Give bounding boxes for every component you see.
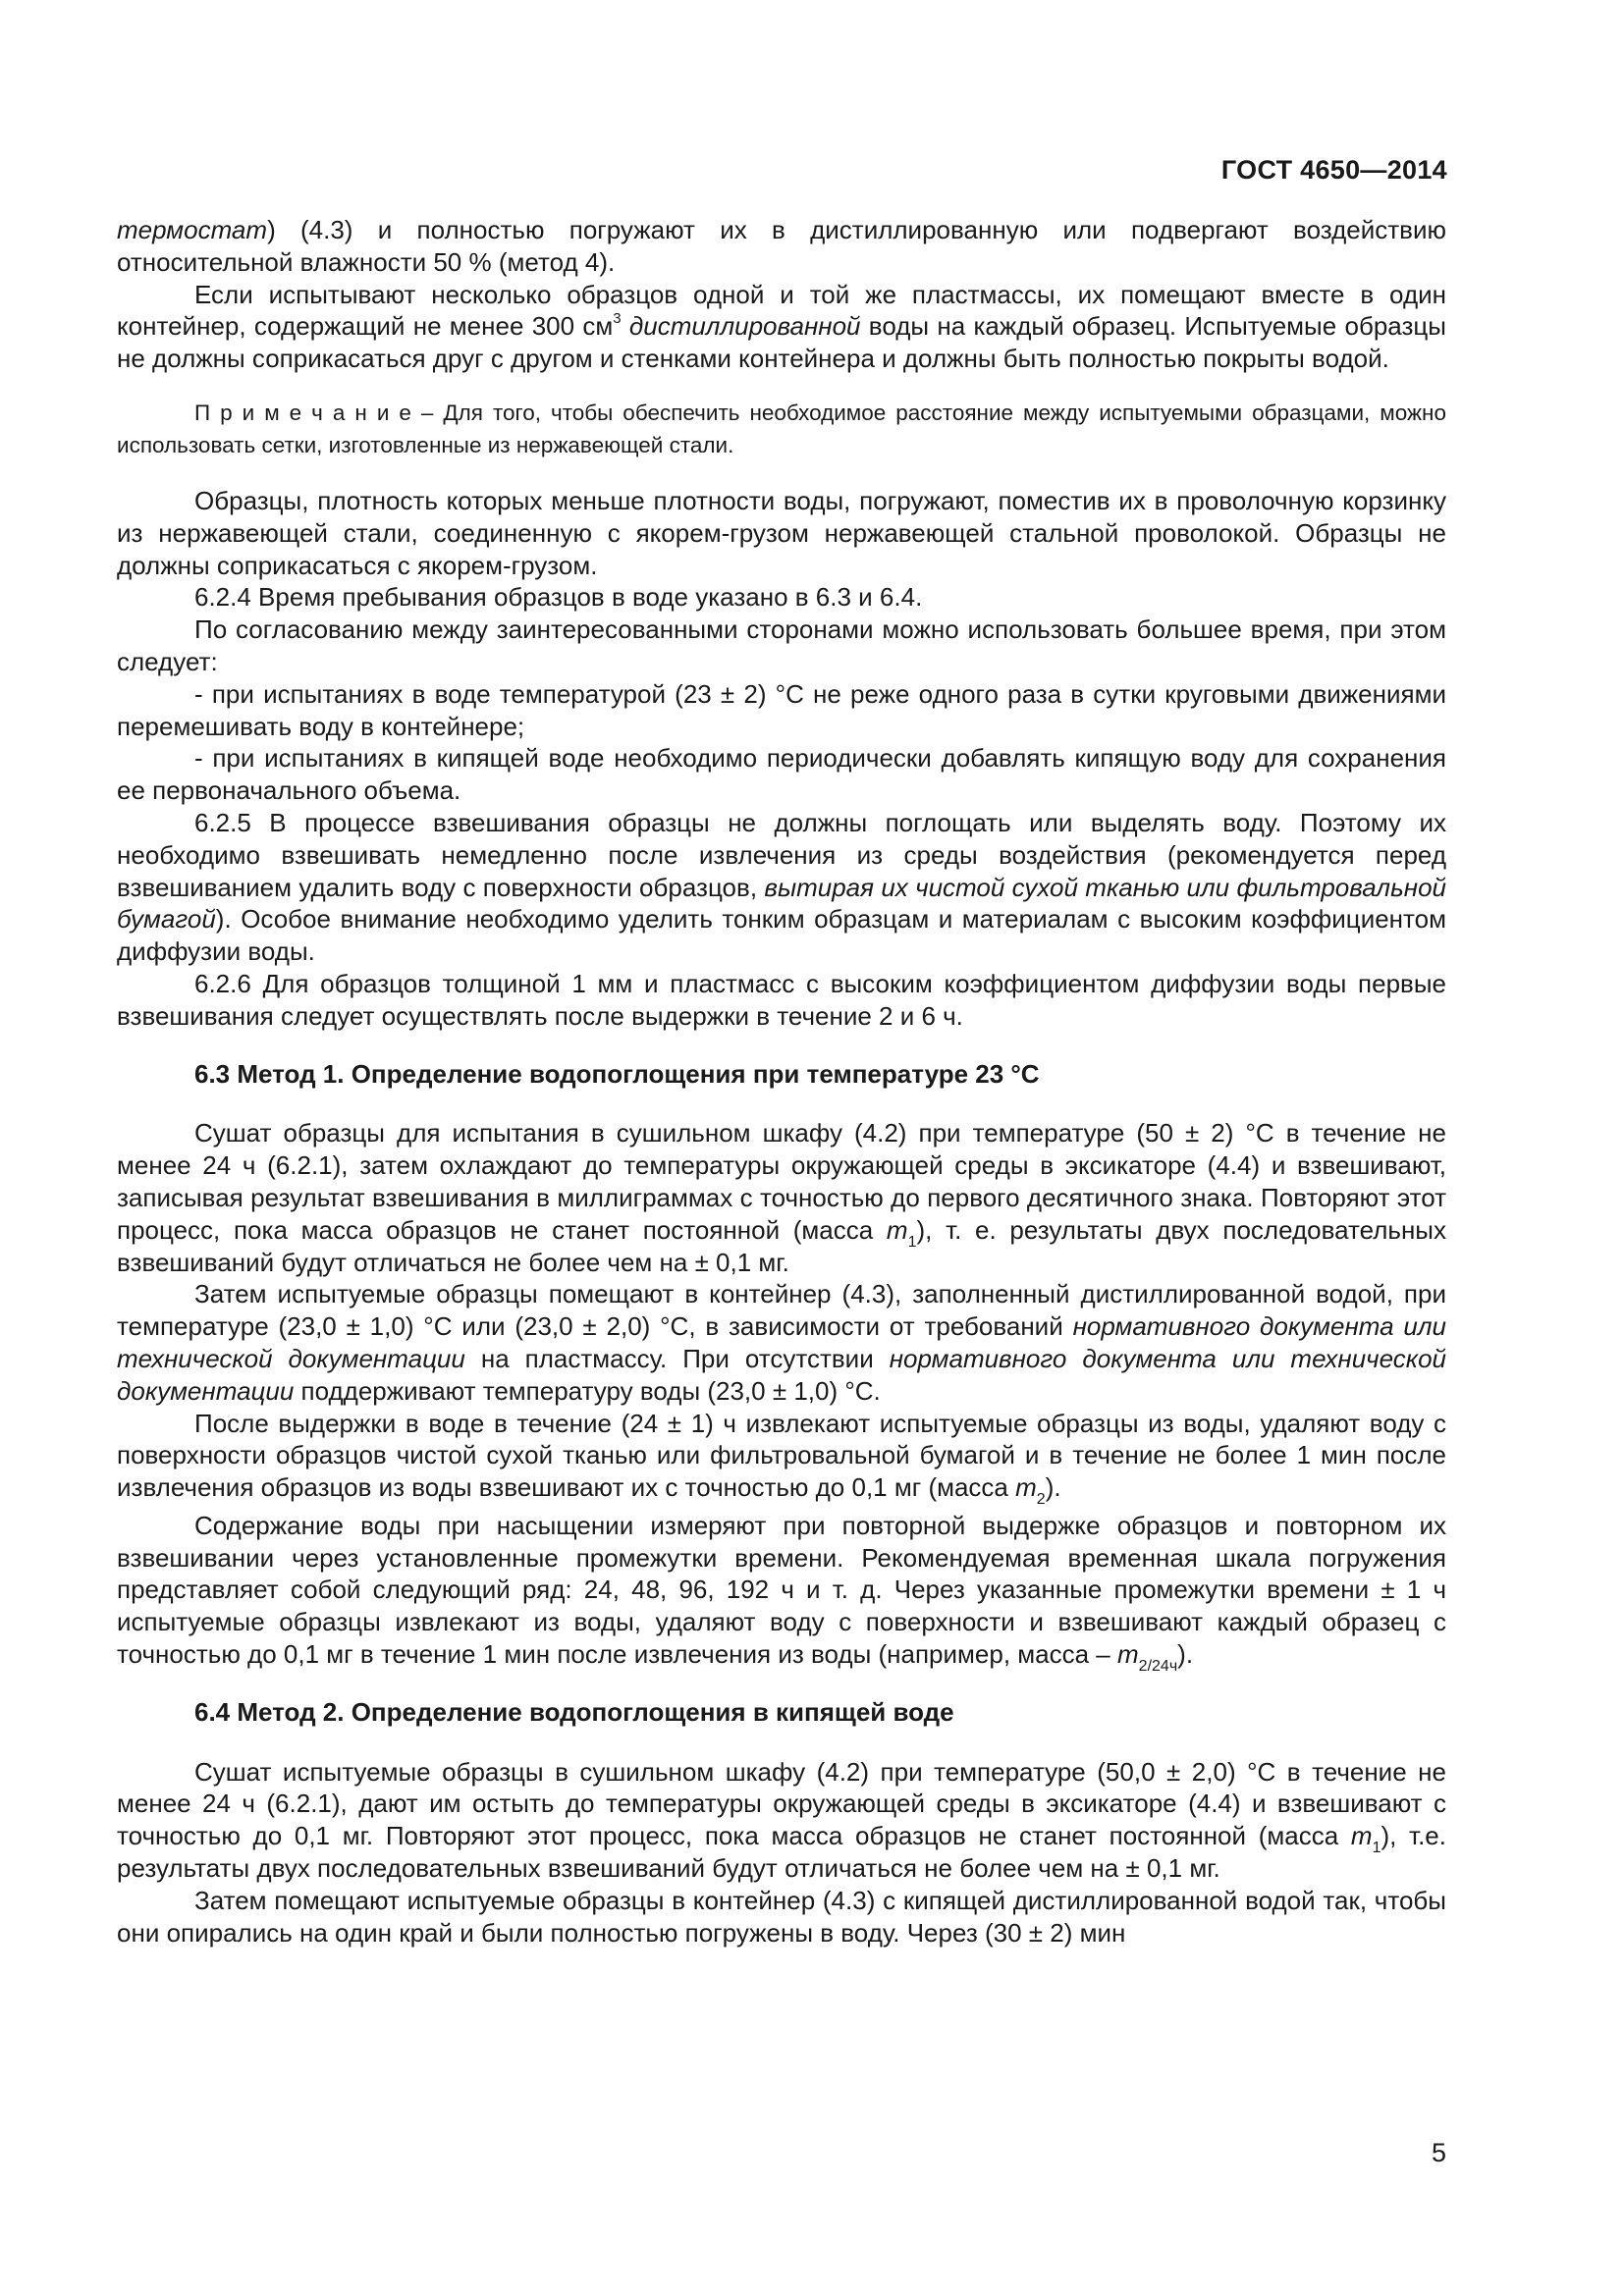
page-number: 5: [1431, 2138, 1446, 2167]
paragraph: Образцы, плотность которых меньше плотности воды, погружают, поместив их в проволочную корзинку из нержавеющей стали, соединенную с якорем-грузом нержавеющей стальной проволокой. Образцы не должны соприкасаться с якорем-грузом.: [117, 485, 1446, 580]
paragraph: Затем испытуемые образцы помещают в контейнер (4.3), заполненный дистиллированной водой, при температуре (23,0 ± 1,0) °С или (23,0 ± 2,0) °С, в зависимости от требований нормативного документа или технической документации на пластмассу. При отсутствии нормативного документа или технической документации поддерживают температуру воды (23,0 ± 1,0) °С.: [117, 1279, 1446, 1406]
paragraph: После выдержки в воде в течение (24 ± 1) ч извлекают испытуемые образцы из воды, удаляют воду с поверхности образцов чистой сухой тканью или фильтровальной бумагой и в течение не более 1 мин после извлечения образцов из воды взвешивают их с точностью до 0,1 мг (масса $m_2$).: [117, 1408, 1446, 1509]
paragraph: Сушат образцы для испытания в сушильном шкафу (4.2) при температуре (50 ± 2) °С в течение не менее 24 ч (6.2.1), затем охлаждают до температуры окружающей среды в эксикаторе (4.4) и взвешивают, записывая результат взвешивания в миллиграммах с точностью до первого десятичного знака. Повторяют этот процесс, пока масса образцов не станет постоянной (масса $m_1$), т. е. результаты двух последовательных взвешиваний будут отличаться не более чем на ± 0,1 мг.: [117, 1118, 1446, 1277]
paragraph: По согласованию между заинтересованными сторонами можно использовать большее время, при этом следует:: [117, 614, 1446, 676]
note: П р и м е ч а н и е – Для того, чтобы обеспечить необходимое расстояние между испытуемыми образцами, можно использовать сетки, изготовленные из нержавеющей стали.: [117, 400, 1446, 457]
list-item: - при испытаниях в кипящей воде необходимо периодически добавлять кипящую воду для сохранения ее первоначального объема.: [117, 743, 1446, 806]
paragraph: 6.2.5 В процессе взвешивания образцы не должны поглощать или выделять воду. Поэтому их необходимо взвешивать немедленно после извлечения из среды воздействия (рекомендуется перед взвешиванием удалить воду с поверхности образцов, вытирая их чистой сухой тканью или фильтровальной бумагой). Особое внимание необходимо уделить тонким образцам и материалам с высоким коэффициентом диффузии воды.: [117, 807, 1446, 967]
section-heading-6-3: 6.3 Метод 1. Определение водопоглощения при температуре 23 °С: [194, 1058, 1040, 1089]
document-body: [117, 214, 1446, 1949]
section-heading-6-4: 6.4 Метод 2. Определение водопоглощения в кипящей воде: [194, 1696, 954, 1727]
paragraph: Затем помещают испытуемые образцы в контейнер (4.3) с кипящей дистиллированной водой так, чтобы они опирались на один край и были полностью погружены в воду. Через (30 ± 2) мин: [117, 1885, 1446, 1948]
paragraph: термостат) (4.3) и полностью погружают их в дистиллированную или подвергают воздействию относительной влажности 50 % (метод 4).: [117, 215, 1446, 277]
paragraph: Сушат испытуемые образцы в сушильном шкафу (4.2) при температуре (50,0 ± 2,0) °С в течение не менее 24 ч (6.2.1), дают им остыть до температуры окружающей среды в эксикаторе (4.4) и взвешивают с точностью до 0,1 мг. Повторяют этот процесс, пока масса образцов не станет постоянной (масса $m_1$), т.е. результаты двух последовательных взвешиваний будут отличаться не более чем на ± 0,1 мг.: [117, 1756, 1446, 1884]
paragraph: 6.2.4 Время пребывания образцов в воде указано в 6.3 и 6.4.: [194, 582, 923, 613]
document-header: ГОСТ 4650—2014: [1220, 155, 1447, 185]
paragraph: Содержание воды при насыщении измеряют при повторной выдержке образцов и повторном их взвешивании через установленные промежутки времени. Рекомендуемая временная шкала погружения представляет собой следующий ряд: 24, 48, 96, 192 ч и т. д. Через указанные промежутки времени ± 1 ч испытуемые образцы извлекают из воды, удаляют воду с поверхности и взвешивают каждый образец с точностью до 0,1 мг в течение 1 мин после извлечения из воды (например, масса – $m_{2/24ч}$).: [117, 1510, 1446, 1676]
paragraph: 6.2.6 Для образцов толщиной 1 мм и пластмасс с высоким коэффициентом диффузии воды первые взвешивания следует осуществлять после выдержки в течение 2 и 6 ч.: [117, 968, 1446, 1031]
list-item: - при испытаниях в воде температурой (23 ± 2) °С не реже одного раза в сутки круговыми движениями перемешивать воду в контейнере;: [117, 678, 1446, 741]
paragraph: Если испытывают несколько образцов одной и той же пластмассы, их помещают вместе в один контейнер, содержащий не менее 300 $см^3$ дистиллированной воды на каждый образец. Испытуемые образцы не должны соприкасаться друг с другом и стенками контейнера и должны быть полностью покрыты водой.: [117, 279, 1446, 374]
